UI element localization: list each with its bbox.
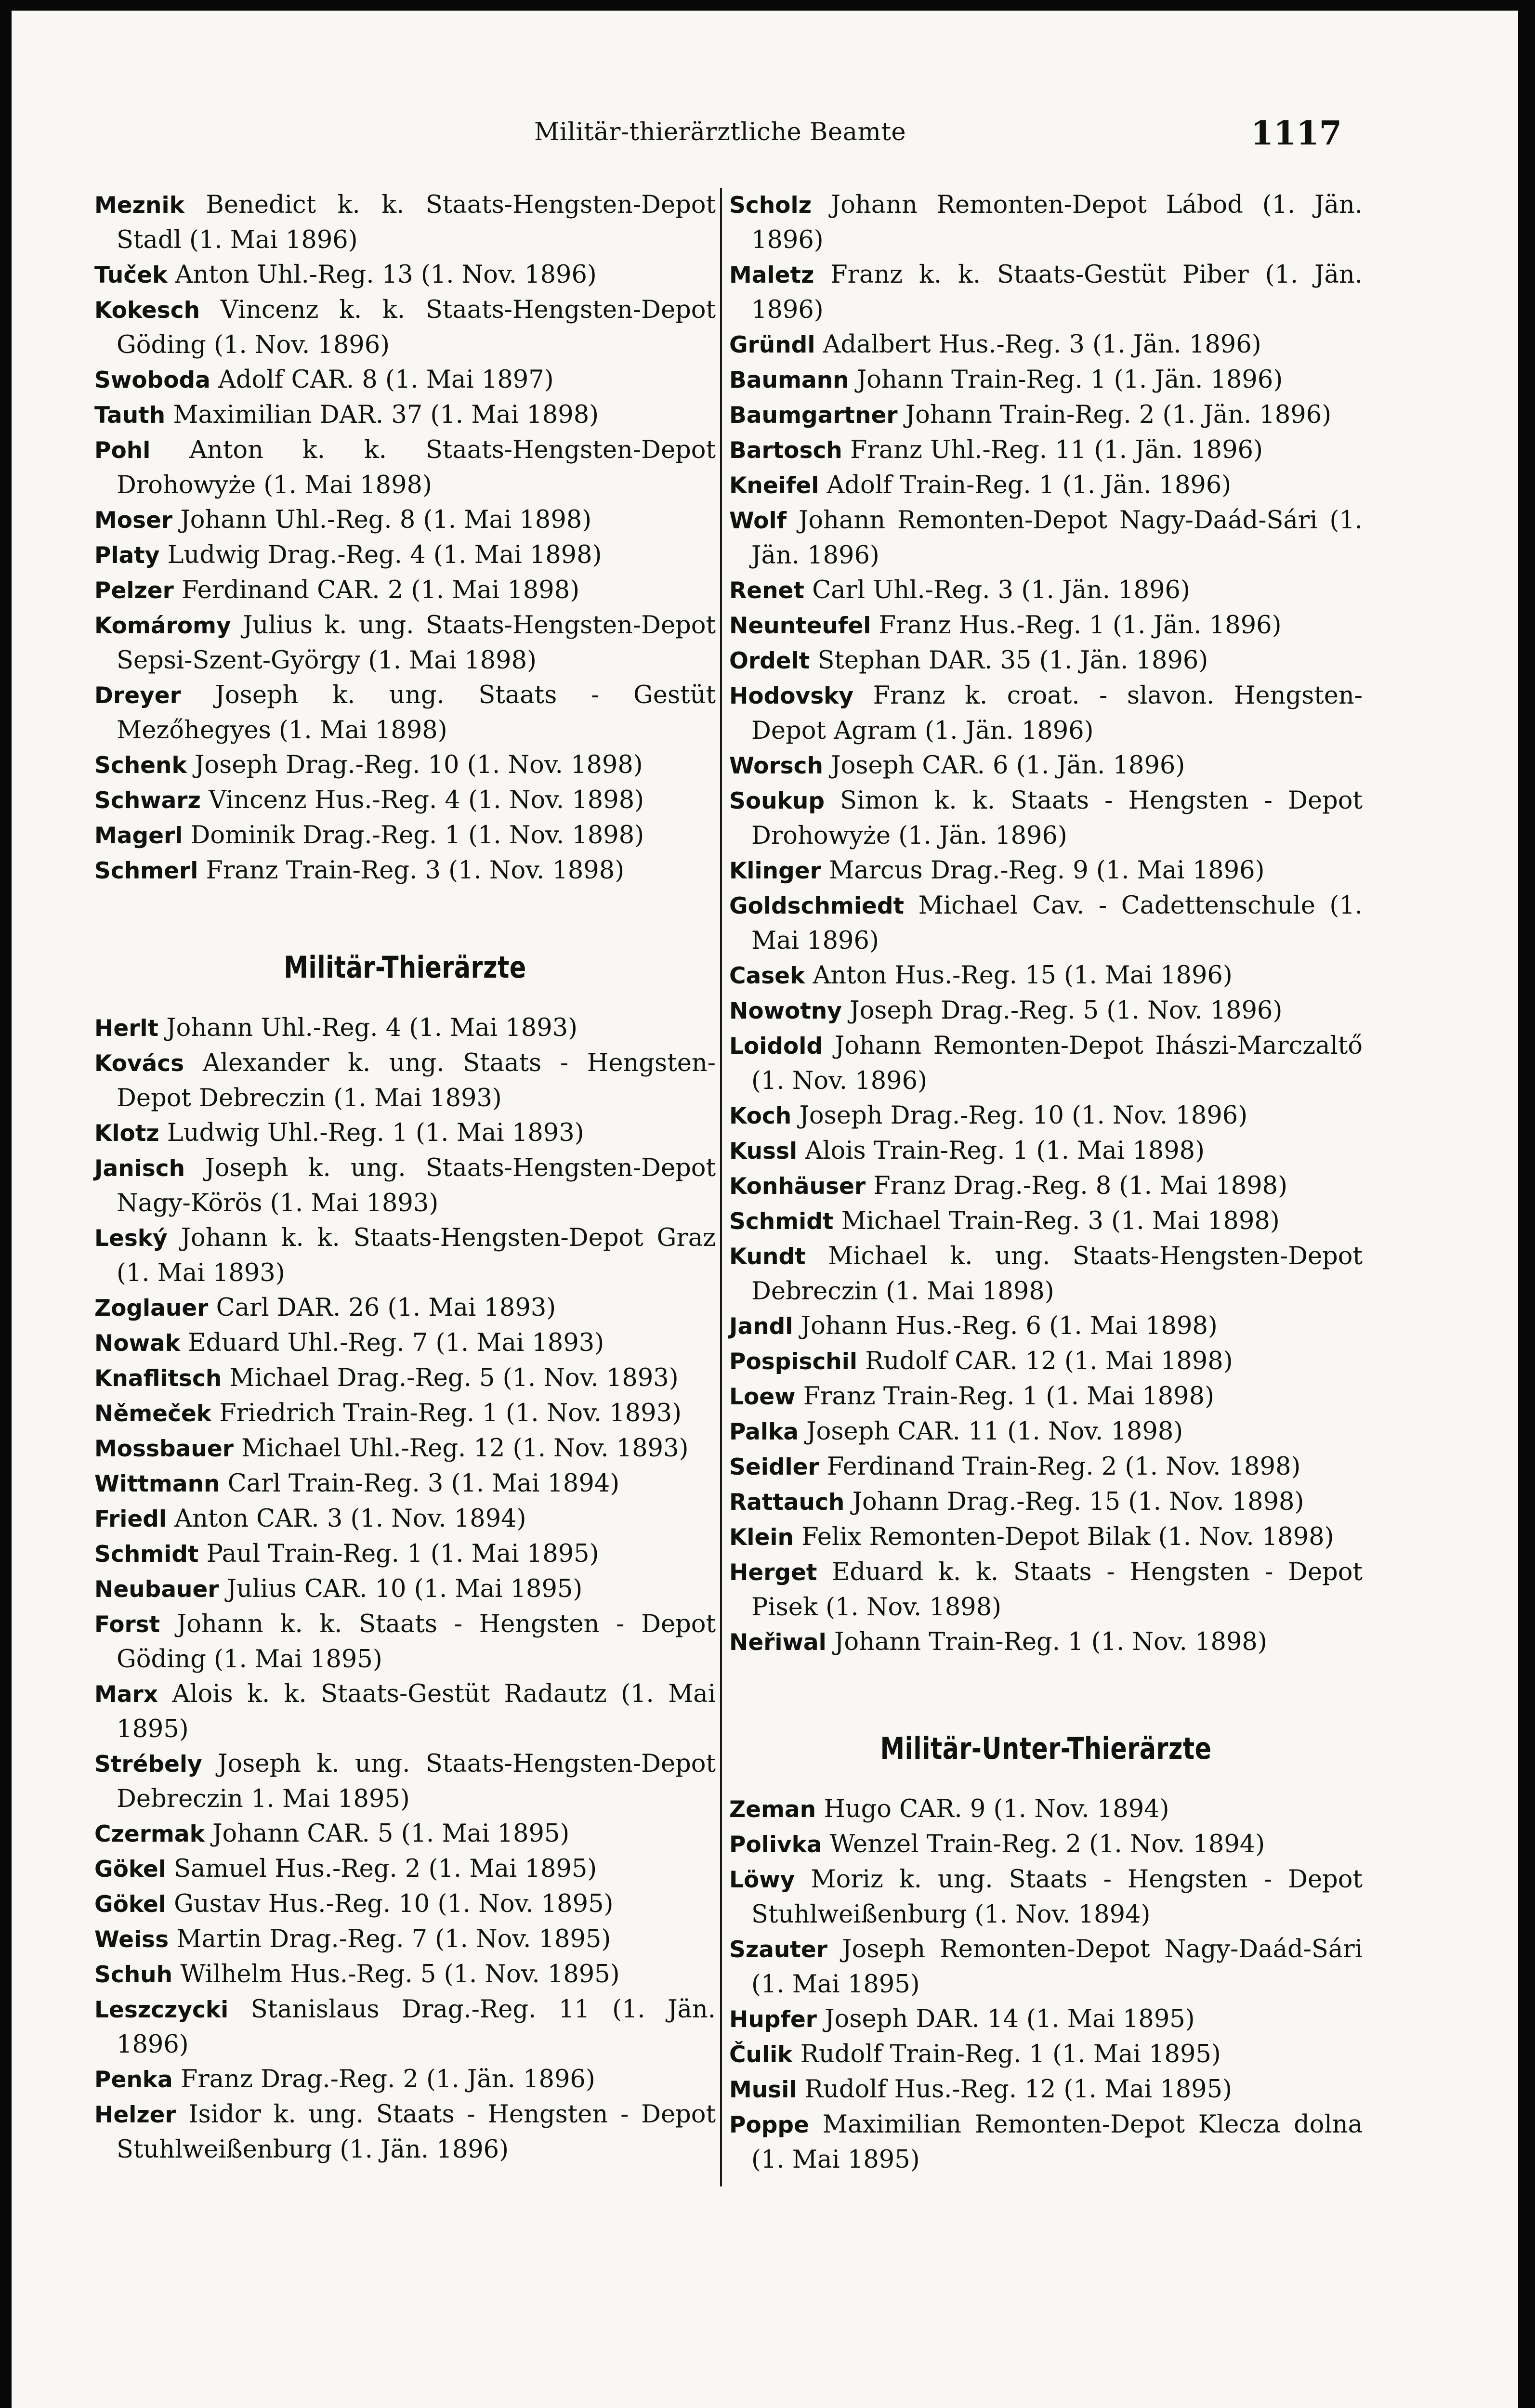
- list-item: [729, 1379, 1363, 1414]
- entry-surname: Worsch: [729, 753, 823, 779]
- entry-surname: Goldschmiedt: [729, 893, 904, 919]
- running-title: Militär-thierärztliche Beamte: [534, 118, 906, 146]
- entry-details: Carl Train-Reg. 3 (1. Mai 1894): [227, 1469, 620, 1498]
- list-item: [94, 1396, 716, 1431]
- list-item: [94, 293, 716, 363]
- entry-details: Eduard Uhl.-Reg. 7 (1. Mai 1893): [188, 1329, 604, 1357]
- list-item: [729, 889, 1363, 958]
- list-item: [94, 1922, 716, 1957]
- list-item: [94, 1046, 716, 1116]
- list-item: [729, 258, 1363, 327]
- entry-surname: Polivka: [729, 1832, 822, 1858]
- list-item: [729, 2037, 1363, 2072]
- list-item: [94, 1361, 716, 1396]
- list-item: [729, 1827, 1363, 1862]
- list-item: [94, 433, 716, 503]
- entry-details: Moriz k. ung. Staats - Hengsten - Depot Stuhlweißenburg (1. Nov. 1894): [751, 1865, 1363, 1929]
- scanned-page: [12, 11, 1518, 2408]
- entry-details: Franz Train-Reg. 3 (1. Nov. 1898): [206, 856, 625, 885]
- entry-details: Rudolf Train-Reg. 1 (1. Mai 1895): [800, 2040, 1221, 2068]
- entry-details: Joseph k. ung. Staats-Hengsten-Depot Nagy-Körös (1. Mai 1893): [117, 1154, 716, 1217]
- entry-details: Benedict k. k. Staats-Hengsten-Depot Stadl (1. Mai 1896): [117, 191, 716, 254]
- list-item: [729, 1414, 1363, 1450]
- entry-surname: Penka: [94, 2067, 173, 2093]
- list-item: [94, 1011, 716, 1046]
- entry-surname: Seidler: [729, 1454, 819, 1480]
- list-item: [729, 503, 1363, 573]
- entry-details: Stephan DAR. 35 (1. Jän. 1896): [817, 646, 1208, 675]
- column-divider: [720, 188, 722, 2186]
- entry-surname: Baumgartner: [729, 402, 898, 429]
- list-item: [729, 1204, 1363, 1239]
- list-item: [94, 1992, 716, 2062]
- entry-surname: Palka: [729, 1419, 799, 1445]
- entry-surname: Jandl: [729, 1313, 793, 1340]
- entry-surname: Soukup: [729, 788, 825, 814]
- list-item: [94, 783, 716, 818]
- list-item: [729, 1555, 1363, 1625]
- entry-surname: Schmidt: [729, 1208, 834, 1235]
- right-top-list: [729, 188, 1363, 1660]
- entry-details: Isidor k. ung. Staats - Hengsten - Depot Stuhlweißenburg (1. Jän. 1896): [117, 2100, 716, 2164]
- list-item: [94, 363, 716, 398]
- entry-details: Julius k. ung. Staats-Hengsten-Depot Sepsi-Szent-György (1. Mai 1898): [117, 611, 716, 675]
- entry-details: Johann Hus.-Reg. 6 (1. Mai 1898): [800, 1312, 1218, 1340]
- entry-surname: Herget: [729, 1559, 817, 1586]
- entry-surname: Casek: [729, 963, 805, 989]
- list-item: [94, 573, 716, 608]
- list-item: [94, 1607, 716, 1677]
- entry-surname: Löwy: [729, 1867, 795, 1893]
- entry-surname: Klein: [729, 1524, 794, 1551]
- list-item: [729, 1169, 1363, 1204]
- entry-details: Franz Train-Reg. 1 (1. Mai 1898): [803, 1382, 1214, 1411]
- left-section-list: [94, 1011, 716, 2167]
- list-item: [729, 468, 1363, 503]
- entry-surname: Weiss: [94, 1926, 169, 1953]
- list-item: [729, 1099, 1363, 1134]
- entry-surname: Strébely: [94, 1751, 202, 1778]
- entry-surname: Nowotny: [729, 998, 842, 1024]
- list-item: [729, 1239, 1363, 1309]
- entry-surname: Marx: [94, 1681, 158, 1708]
- entry-surname: Kundt: [729, 1243, 806, 1270]
- entry-details: Johann Remonten-Depot Nagy-Daád-Sári (1. Jän. 1896): [751, 506, 1363, 570]
- list-item: [729, 1134, 1363, 1169]
- entry-details: Michael Drag.-Reg. 5 (1. Nov. 1893): [229, 1364, 679, 1392]
- entry-surname: Gökel: [94, 1856, 166, 1883]
- entry-details: Alois Train-Reg. 1 (1. Mai 1898): [805, 1137, 1205, 1165]
- entry-surname: Pospischil: [729, 1348, 857, 1375]
- entry-details: Eduard k. k. Staats - Hengsten - Depot Pisek (1. Nov. 1898): [751, 1558, 1363, 1622]
- entry-surname: Tauth: [94, 402, 166, 429]
- entry-details: Johann k. k. Staats-Hengsten-Depot Graz (1. Mai 1893): [117, 1224, 716, 1287]
- list-item: [729, 1520, 1363, 1555]
- list-item: [729, 1485, 1363, 1520]
- entry-details: Alexander k. ung. Staats - Hengsten-Depot Debreczin (1. Mai 1893): [117, 1049, 716, 1112]
- list-item: [94, 1431, 716, 1466]
- list-item: [729, 679, 1363, 748]
- entry-surname: Moser: [94, 507, 173, 534]
- page-number: 1117: [1250, 114, 1342, 153]
- entry-surname: Komáromy: [94, 613, 231, 639]
- entry-details: Adalbert Hus.-Reg. 3 (1. Jän. 1896): [823, 330, 1261, 359]
- entry-details: Ferdinand CAR. 2 (1. Mai 1898): [182, 576, 580, 604]
- entry-surname: Čulik: [729, 2042, 793, 2068]
- entry-details: Ferdinand Train-Reg. 2 (1. Nov. 1898): [827, 1453, 1301, 1481]
- entry-surname: Gökel: [94, 1891, 166, 1918]
- list-item: [729, 1932, 1363, 2002]
- entry-details: Anton Hus.-Reg. 15 (1. Mai 1896): [813, 961, 1233, 990]
- list-item: [94, 538, 716, 573]
- section-heading-militaer-thieraerzte: Militär-Thierärzte: [284, 950, 526, 985]
- entry-details: Johann Drag.-Reg. 15 (1. Nov. 1898): [852, 1488, 1304, 1516]
- list-item: [729, 398, 1363, 433]
- list-item: [94, 2097, 716, 2167]
- entry-details: Michael k. ung. Staats-Hengsten-Depot Debreczin (1. Mai 1898): [751, 1242, 1363, 1306]
- entry-surname: Kneifel: [729, 472, 819, 499]
- list-item: [94, 1116, 716, 1151]
- list-item: [729, 1029, 1363, 1099]
- entry-surname: Herlt: [94, 1015, 158, 1042]
- list-item: [94, 1291, 716, 1326]
- entry-details: Stanislaus Drag.-Reg. 11 (1. Jän. 1896): [117, 1995, 716, 2059]
- list-item: [729, 1309, 1363, 1344]
- list-item: [94, 1502, 716, 1537]
- entry-details: Franz Uhl.-Reg. 11 (1. Jän. 1896): [850, 436, 1263, 464]
- list-item: [94, 1747, 716, 1817]
- entry-details: Carl Uhl.-Reg. 3 (1. Jän. 1896): [812, 576, 1190, 604]
- entry-surname: Forst: [94, 1611, 160, 1638]
- entry-details: Johann Uhl.-Reg. 4 (1. Mai 1893): [166, 1014, 577, 1042]
- entry-details: Friedrich Train-Reg. 1 (1. Nov. 1893): [219, 1399, 682, 1427]
- entry-surname: Leszczycki: [94, 1997, 229, 2023]
- entry-surname: Pelzer: [94, 577, 174, 604]
- entry-details: Alois k. k. Staats-Gestüt Radautz (1. Mai 1895): [117, 1680, 716, 1743]
- entry-surname: Mossbauer: [94, 1436, 234, 1462]
- entry-surname: Knaflitsch: [94, 1365, 222, 1392]
- list-item: [729, 573, 1363, 608]
- entry-surname: Zeman: [729, 1796, 816, 1823]
- list-item: [729, 188, 1363, 258]
- entry-surname: Kovács: [94, 1050, 184, 1077]
- entry-surname: Wittmann: [94, 1471, 220, 1497]
- list-item: [94, 1677, 716, 1747]
- list-item: [729, 2107, 1363, 2177]
- entry-details: Johann CAR. 5 (1. Mai 1895): [212, 1819, 570, 1848]
- entry-surname: Tuček: [94, 262, 168, 288]
- list-item: [94, 1151, 716, 1221]
- list-item: [729, 643, 1363, 679]
- list-item: [729, 1625, 1363, 1660]
- entry-surname: Neřiwal: [729, 1629, 827, 1656]
- entry-surname: Musil: [729, 2077, 797, 2103]
- list-item: [94, 2062, 716, 2097]
- entry-details: Joseph Remonten-Depot Nagy-Daád-Sári (1. Mai 1895): [751, 1935, 1363, 1999]
- entry-details: Johann Remonten-Depot Ihászi-Marczaltő (1. Nov. 1896): [751, 1032, 1363, 1095]
- entry-surname: Hupfer: [729, 2006, 817, 2033]
- entry-details: Joseph CAR. 11 (1. Nov. 1898): [806, 1417, 1183, 1446]
- left-column: [94, 188, 716, 2167]
- list-item: [94, 1957, 716, 1992]
- list-item: [94, 258, 716, 293]
- list-item: [729, 327, 1363, 363]
- entry-surname: Schmidt: [94, 1541, 199, 1568]
- entry-surname: Koch: [729, 1103, 792, 1129]
- entry-details: Felix Remonten-Depot Bilak (1. Nov. 1898): [801, 1523, 1334, 1551]
- list-item: [94, 818, 716, 853]
- entry-details: Johann k. k. Staats - Hengsten - Depot Göding (1. Mai 1895): [117, 1610, 716, 1674]
- entry-details: Rudolf CAR. 12 (1. Mai 1898): [865, 1347, 1233, 1375]
- list-item: [729, 2002, 1363, 2037]
- list-item: [94, 1887, 716, 1922]
- list-item: [94, 678, 716, 748]
- entry-surname: Friedl: [94, 1506, 167, 1532]
- list-item: [729, 994, 1363, 1029]
- entry-surname: Leský: [94, 1225, 168, 1252]
- entry-details: Hugo CAR. 9 (1. Nov. 1894): [824, 1795, 1169, 1823]
- list-item: [729, 853, 1363, 889]
- entry-details: Anton CAR. 3 (1. Nov. 1894): [174, 1505, 526, 1533]
- entry-details: Samuel Hus.-Reg. 2 (1. Mai 1895): [174, 1855, 597, 1883]
- entry-details: Wilhelm Hus.-Reg. 5 (1. Nov. 1895): [180, 1960, 620, 1989]
- list-item: [729, 958, 1363, 994]
- list-item: [94, 1817, 716, 1852]
- entry-surname: Meznik: [94, 192, 184, 219]
- entry-details: Paul Train-Reg. 1 (1. Mai 1895): [206, 1540, 599, 1568]
- entry-details: Joseph Drag.-Reg. 10 (1. Nov. 1896): [799, 1101, 1248, 1130]
- entry-details: Johann Remonten-Depot Lábod (1. Jän. 1896): [751, 191, 1363, 254]
- list-item: [94, 1466, 716, 1502]
- entry-details: Marcus Drag.-Reg. 9 (1. Mai 1896): [829, 856, 1265, 885]
- entry-surname: Klinger: [729, 858, 821, 884]
- entry-surname: Ordelt: [729, 648, 810, 674]
- entry-details: Dominik Drag.-Reg. 1 (1. Nov. 1898): [190, 821, 644, 850]
- section-heading-militaer-unter-thieraerzte: Militär-Unter-Thierärzte: [880, 1731, 1212, 1766]
- list-item: [94, 503, 716, 538]
- entry-details: Franz k. k. Staats-Gestüt Piber (1. Jän. 1896): [751, 261, 1363, 324]
- entry-surname: Zoglauer: [94, 1295, 209, 1322]
- entry-surname: Gründl: [729, 332, 815, 358]
- entry-details: Johann Train-Reg. 1 (1. Jän. 1896): [856, 366, 1283, 394]
- entry-details: Ludwig Drag.-Reg. 4 (1. Mai 1898): [167, 541, 602, 569]
- entry-surname: Wolf: [729, 508, 787, 534]
- list-item: [94, 1852, 716, 1887]
- list-item: [94, 1326, 716, 1361]
- running-head: [12, 114, 1518, 157]
- entry-details: Anton Uhl.-Reg. 13 (1. Nov. 1896): [175, 261, 597, 289]
- entry-surname: Maletz: [729, 262, 814, 288]
- entry-surname: Nowak: [94, 1330, 181, 1357]
- entry-surname: Schuh: [94, 1962, 173, 1988]
- list-item: [94, 188, 716, 258]
- entry-surname: Schmerl: [94, 858, 198, 884]
- entry-surname: Scholz: [729, 192, 812, 219]
- entry-details: Joseph Drag.-Reg. 5 (1. Nov. 1896): [850, 996, 1283, 1025]
- entry-details: Joseph k. ung. Staats - Gestüt Mezőhegyes (1. Mai 1898): [117, 681, 716, 745]
- list-item: [94, 853, 716, 889]
- entry-surname: Neunteufel: [729, 613, 871, 639]
- entry-details: Joseph Drag.-Reg. 10 (1. Nov. 1898): [194, 751, 643, 779]
- entry-details: Michael Train-Reg. 3 (1. Mai 1898): [841, 1207, 1280, 1235]
- entry-surname: Bartosch: [729, 437, 842, 464]
- entry-surname: Dreyer: [94, 682, 181, 709]
- list-item: [729, 363, 1363, 398]
- entry-surname: Loidold: [729, 1033, 823, 1060]
- list-item: [94, 608, 716, 678]
- entry-surname: Swoboda: [94, 367, 210, 393]
- entry-details: Joseph DAR. 14 (1. Mai 1895): [825, 2005, 1195, 2033]
- entry-surname: Rattauch: [729, 1489, 845, 1516]
- entry-details: Adolf CAR. 8 (1. Mai 1897): [218, 366, 554, 394]
- entry-details: Franz Hus.-Reg. 1 (1. Jän. 1896): [879, 611, 1282, 640]
- entry-details: Wenzel Train-Reg. 2 (1. Nov. 1894): [829, 1830, 1265, 1858]
- entry-details: Martin Drag.-Reg. 7 (1. Nov. 1895): [176, 1925, 611, 1953]
- entry-surname: Loew: [729, 1384, 796, 1410]
- list-item: [94, 398, 716, 433]
- entry-details: Vincenz Hus.-Reg. 4 (1. Nov. 1898): [209, 786, 644, 814]
- entry-surname: Poppe: [729, 2112, 809, 2138]
- list-item: [94, 1572, 716, 1607]
- entry-details: Joseph CAR. 6 (1. Jän. 1896): [831, 751, 1185, 780]
- entry-details: Franz Drag.-Reg. 8 (1. Mai 1898): [873, 1172, 1288, 1200]
- left-top-list: [94, 188, 716, 889]
- entry-surname: Schenk: [94, 752, 187, 779]
- entry-surname: Klotz: [94, 1120, 159, 1147]
- entry-details: Johann Uhl.-Reg. 8 (1. Mai 1898): [180, 506, 592, 534]
- entry-surname: Kussl: [729, 1138, 798, 1165]
- entry-surname: Janisch: [94, 1155, 185, 1182]
- entry-details: Rudolf Hus.-Reg. 12 (1. Mai 1895): [804, 2075, 1232, 2104]
- entry-surname: Czermak: [94, 1821, 205, 1847]
- list-item: [729, 608, 1363, 643]
- list-item: [729, 784, 1363, 853]
- entry-surname: Magerl: [94, 823, 183, 849]
- entry-details: Michael Cav. - Cadettenschule (1. Mai 1896): [751, 891, 1363, 955]
- entry-details: Ludwig Uhl.-Reg. 1 (1. Mai 1893): [167, 1119, 584, 1147]
- list-item: [729, 1344, 1363, 1379]
- entry-surname: Kokesch: [94, 297, 200, 324]
- entry-details: Carl DAR. 26 (1. Mai 1893): [216, 1294, 556, 1322]
- entry-details: Maximilian DAR. 37 (1. Mai 1898): [173, 401, 599, 429]
- list-item: [729, 2072, 1363, 2107]
- list-item: [729, 1450, 1363, 1485]
- list-item: [729, 1862, 1363, 1932]
- entry-surname: Konhäuser: [729, 1173, 866, 1200]
- entry-surname: Neubauer: [94, 1576, 219, 1603]
- entry-surname: Helzer: [94, 2102, 176, 2128]
- entry-surname: Platy: [94, 542, 160, 569]
- entry-details: Maximilian Remonten-Depot Klecza dolna (1. Mai 1895): [751, 2110, 1363, 2174]
- entry-surname: Szauter: [729, 1937, 827, 1963]
- entry-surname: Němeček: [94, 1400, 212, 1427]
- entry-surname: Hodovsky: [729, 683, 854, 709]
- entry-surname: Renet: [729, 577, 804, 604]
- entry-surname: Schwarz: [94, 787, 201, 814]
- entry-details: Johann Train-Reg. 1 (1. Nov. 1898): [834, 1628, 1267, 1656]
- entry-details: Franz k. croat. - slavon. Hengsten-Depot Agram (1. Jän. 1896): [751, 681, 1363, 745]
- list-item: [94, 1221, 716, 1291]
- entry-details: Julius CAR. 10 (1. Mai 1895): [226, 1575, 583, 1603]
- entry-details: Vincenz k. k. Staats-Hengsten-Depot Göding (1. Nov. 1896): [117, 296, 716, 359]
- right-section-list: [729, 1792, 1363, 2177]
- entry-details: Michael Uhl.-Reg. 12 (1. Nov. 1893): [241, 1434, 689, 1463]
- list-item: [729, 748, 1363, 784]
- entry-details: Joseph k. ung. Staats-Hengsten-Depot Debreczin 1. Mai 1895): [117, 1750, 716, 1813]
- entry-details: Anton k. k. Staats-Hengsten-Depot Drohowyże (1. Mai 1898): [117, 436, 716, 499]
- entry-surname: Pohl: [94, 437, 151, 464]
- entry-details: Gustav Hus.-Reg. 10 (1. Nov. 1895): [174, 1890, 614, 1918]
- entry-surname: Baumann: [729, 367, 849, 393]
- entry-details: Simon k. k. Staats - Hengsten - Depot Drohowyże (1. Jän. 1896): [751, 786, 1363, 850]
- list-item: [729, 433, 1363, 468]
- list-item: [94, 748, 716, 783]
- entry-details: Johann Train-Reg. 2 (1. Jän. 1896): [905, 401, 1332, 429]
- entry-details: Adolf Train-Reg. 1 (1. Jän. 1896): [827, 471, 1232, 499]
- entry-details: Franz Drag.-Reg. 2 (1. Jän. 1896): [180, 2065, 595, 2094]
- right-column: [729, 188, 1363, 2177]
- list-item: [729, 1792, 1363, 1827]
- list-item: [94, 1537, 716, 1572]
